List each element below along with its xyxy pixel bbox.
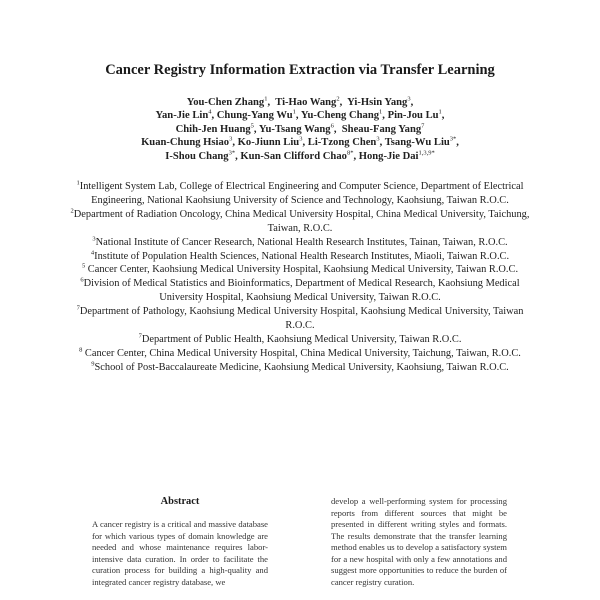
- author-name: Chih-Jen Huang: [175, 123, 251, 135]
- affiliation-text: National Institute of Cancer Research, National Health Research Institutes, Tainan, Taiwan, R.O.C.: [95, 236, 508, 248]
- affiliation-sup: 7: [76, 304, 80, 312]
- author-sup: 1: [292, 108, 296, 116]
- author-name: Chung-Yang Wu: [216, 110, 293, 122]
- affiliation-sup: 4: [90, 249, 95, 257]
- author-sup: 4: [208, 108, 212, 116]
- affiliation-sup: 1: [76, 179, 80, 187]
- affiliation-text: Division of Medical Statistics and Bioinformatics, Department of Medical Research, Kaohsiung Medical University Hospital, Kaohsiung Medical University, Taiwan R.O.C.: [83, 278, 520, 304]
- abstract-right-column: [331, 496, 507, 588]
- author-sup: 1,3,9*: [418, 149, 435, 157]
- affiliation-sup: 7: [138, 332, 142, 340]
- author-sup: 3: [229, 135, 233, 143]
- author: Ko-Jiunn Liu$^3$,: [237, 135, 306, 149]
- abstract-left-column: [92, 496, 268, 588]
- affiliation-list: [70, 180, 530, 375]
- author-name: Yu-Cheng Chang: [300, 110, 380, 122]
- author-name: Yu-Tsang Wang: [258, 123, 331, 135]
- author-sup: 1: [379, 108, 383, 116]
- author: Chung-Yang Wu$^1$,: [216, 108, 299, 122]
- affiliation: [70, 263, 530, 277]
- affiliation-text: Department of Radiation Oncology, China Medical University Hospital, China Medical University, Taichung, Taiwan, R.O.C.: [73, 208, 530, 234]
- author-name: Yi-Hsin Yang: [347, 97, 408, 108]
- affiliation: [70, 208, 530, 236]
- author-line: [90, 150, 510, 163]
- affiliation-text: Intelligent System Lab, College of Electrical Engineering and Computer Science, Department of Electrical Engineering, National Kaohsiung University of Science and Technology, Kaohsiung, Taiwan R.O.C.: [79, 181, 524, 206]
- author-sup: 5: [250, 122, 254, 130]
- author-sup: 3: [299, 135, 303, 143]
- author-name: Sheau-Fang Yang: [341, 123, 422, 135]
- author-name: Kuan-Chung Hsiao: [141, 137, 230, 149]
- author-name: Ko-Jiunn Liu: [237, 137, 300, 149]
- author-sup: 1: [438, 108, 442, 116]
- affiliation-sup: 9: [91, 360, 95, 368]
- affiliation-sup: 5: [81, 262, 86, 270]
- author-line: [90, 123, 510, 136]
- author: Kuan-Chung Hsiao$^3$,: [141, 135, 235, 149]
- author-line: [90, 109, 510, 122]
- author-sup: 3*: [228, 149, 236, 157]
- author-line: [90, 136, 510, 149]
- affiliation-sup: 3: [92, 235, 96, 243]
- affiliation-text: Department of Public Health, Kaohsiung Medical University, Taiwan R.O.C.: [141, 333, 462, 345]
- author: Kun-San Clifford Chao$^{8*}$,: [240, 149, 357, 162]
- author-sup: 2: [336, 95, 340, 103]
- author-name: I-Shou Chang: [165, 150, 229, 162]
- paper-title: Cancer Registry Information Extraction via Transfer Learning: [105, 62, 495, 78]
- author-sup: 3: [407, 95, 411, 103]
- affiliation: [70, 347, 530, 361]
- affiliation: [70, 305, 530, 333]
- author-name: Tsang-Wu Liu: [384, 137, 450, 149]
- author: Ti-Hao Wang$^2$,: [275, 95, 343, 108]
- affiliation: [70, 180, 530, 208]
- author: [359, 151, 435, 162]
- author-name: You-Chen Zhang: [186, 97, 265, 108]
- author-name: Kun-San Clifford Chao: [240, 150, 347, 162]
- author: Li-Tzong Chen$^3$,: [307, 135, 383, 149]
- affiliation-sup: 6: [80, 276, 84, 284]
- author: Chih-Jen Huang$^5$,: [175, 122, 257, 135]
- author-sup: 8*: [346, 149, 354, 157]
- abstract-heading: Abstract: [160, 496, 200, 507]
- affiliation: [70, 361, 530, 375]
- author-line: [90, 96, 510, 109]
- affiliation-sup: 2: [70, 207, 74, 215]
- author: Yi-Hsin Yang$^3$,: [347, 95, 414, 108]
- author-sup: 3*: [449, 135, 457, 143]
- affiliation-text: Cancer Center, Kaohsiung Medical University Hospital, Kaohsiung Medical University, Taiwan R.O.C.: [85, 264, 519, 276]
- affiliation: [70, 333, 530, 347]
- affiliation: [70, 277, 530, 305]
- author: Tsang-Wu Liu$^{3*}$,: [384, 135, 459, 149]
- author: [342, 124, 425, 135]
- author-sup: 6: [330, 122, 334, 130]
- author: Yu-Cheng Chang$^1$,: [300, 108, 385, 122]
- affiliation-text: Department of Pathology, Kaohsiung Medical University Hospital, Kaohsiung Medical University, Taiwan R.O.C.: [79, 306, 524, 332]
- author-sup: 7: [421, 122, 425, 130]
- author: I-Shou Chang$^{3*}$,: [165, 149, 238, 162]
- affiliation: [70, 236, 530, 250]
- author: Pin-Jou Lu$^1$,: [387, 108, 445, 122]
- affiliation: [70, 250, 530, 264]
- author: You-Chen Zhang$^1$,: [186, 95, 271, 108]
- author: Yu-Tsang Wang$^6$,: [258, 122, 337, 135]
- author: Yan-Jie Lin$^4$,: [155, 108, 215, 122]
- affiliation-sup: 8: [79, 346, 83, 354]
- affiliation-text: Institute of Population Health Sciences, National Health Research Institutes, Miaoli, Taiwan R.O.C.: [94, 250, 510, 262]
- author-name: Ti-Hao Wang: [275, 97, 337, 108]
- affiliation-text: Cancer Center, China Medical University Hospital, China Medical University, Taichung, Taiwan, R.O.C.: [82, 347, 521, 359]
- affiliation-text: School of Post-Baccalaureate Medicine, Kaohsiung Medical University, Kaohsiung, Taiwan R.O.C.: [94, 361, 509, 373]
- abstract-text-right: develop a well-performing system for processing reports from different sources that might be presented in different writing styles and formats. The results demonstrate that the transfer learning method enables us to develop a satisfactory system for a new hospital with only a few annotations and suggest more opportunities to reduce the burden of cancer registry curation.: [331, 496, 507, 587]
- abstract-text-left: A cancer registry is a critical and massive database for which various types of domain knowledge are needed and whose maintenance requires labor-intensive data curation. In order to facilitate the curation process for building a high-quality and integrated cancer registry database, we: [92, 519, 268, 587]
- author-list: [90, 96, 510, 163]
- author-name: Li-Tzong Chen: [307, 137, 377, 149]
- author-sup: 3: [376, 135, 380, 143]
- author-name: Yan-Jie Lin: [155, 110, 209, 122]
- author-name: Pin-Jou Lu: [387, 110, 439, 122]
- author-name: Hong-Jie Dai: [358, 150, 419, 162]
- author-sup: 1: [264, 95, 268, 103]
